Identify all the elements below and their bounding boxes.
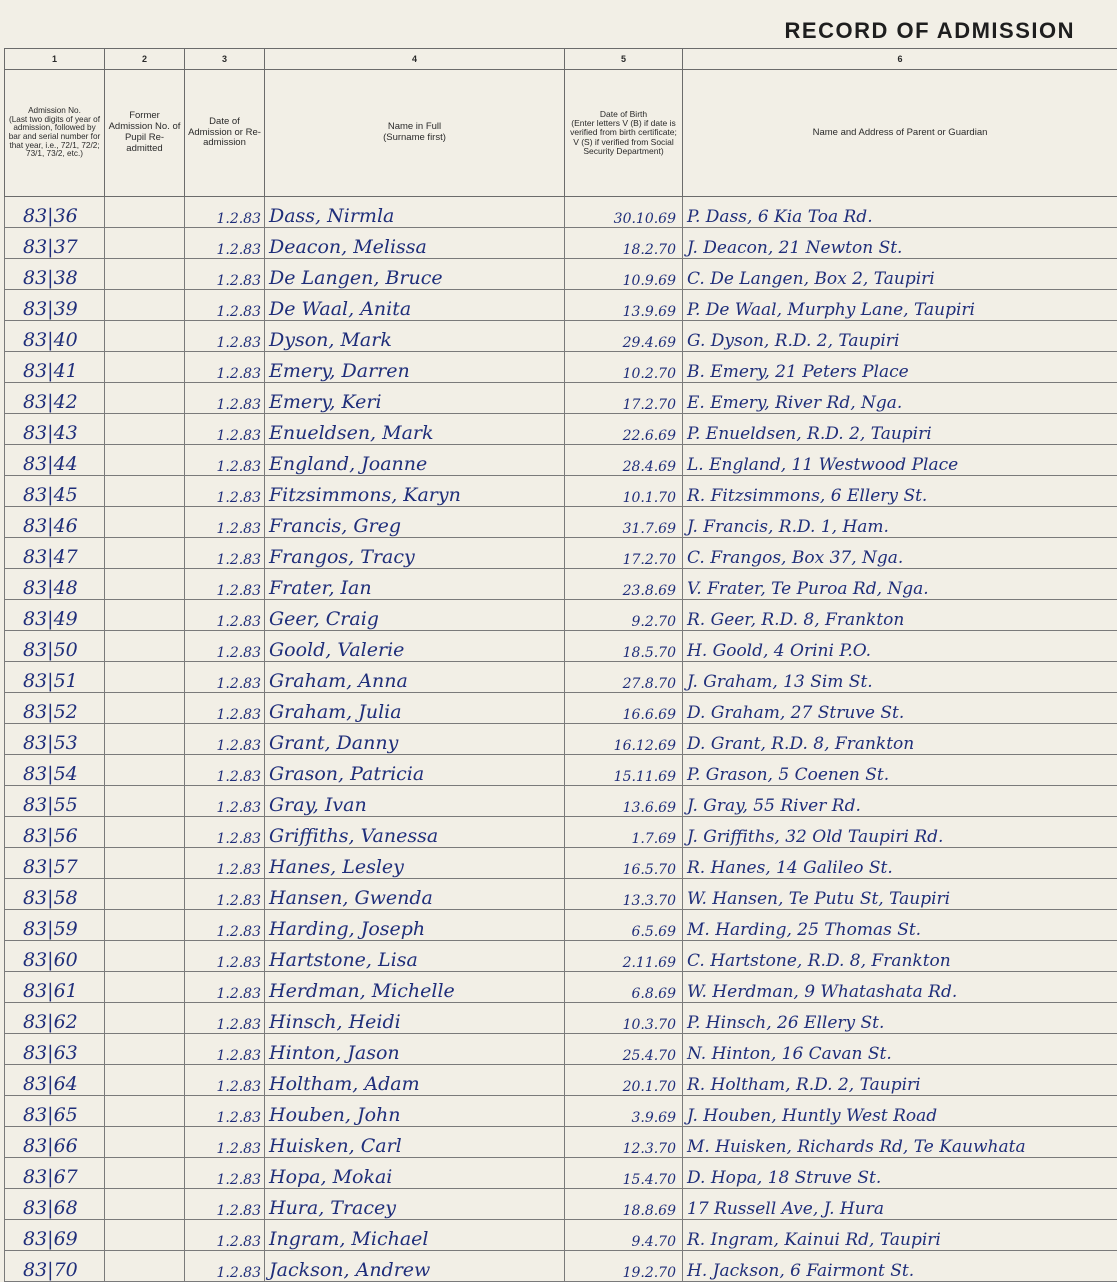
former-admission-number — [105, 662, 185, 693]
date-of-birth: 22.6.69 — [565, 414, 683, 445]
admission-number: 83|42 — [5, 383, 105, 414]
admission-date: 1.2.83 — [185, 1034, 265, 1065]
former-admission-number — [105, 569, 185, 600]
admission-number: 83|66 — [5, 1127, 105, 1158]
admission-date: 1.2.83 — [185, 352, 265, 383]
admission-date: 1.2.83 — [185, 445, 265, 476]
date-of-birth: 31.7.69 — [565, 507, 683, 538]
table-row — [5, 228, 1117, 259]
pupil-name: Hura, Tracey — [265, 1189, 565, 1220]
former-admission-number — [105, 1034, 185, 1065]
admission-number: 83|56 — [5, 817, 105, 848]
admission-number: 83|61 — [5, 972, 105, 1003]
admission-date: 1.2.83 — [185, 972, 265, 1003]
admission-date: 1.2.83 — [185, 1127, 265, 1158]
admission-date: 1.2.83 — [185, 321, 265, 352]
admission-date: 1.2.83 — [185, 1189, 265, 1220]
admission-number: 83|50 — [5, 631, 105, 662]
table-row — [5, 414, 1117, 445]
former-admission-number — [105, 414, 185, 445]
former-admission-number — [105, 724, 185, 755]
parent-guardian-address: W. Herdman, 9 Whatashata Rd. — [683, 972, 1117, 1003]
parent-guardian-address: E. Emery, River Rd, Nga. — [683, 383, 1117, 414]
pupil-name: Grason, Patricia — [265, 755, 565, 786]
pupil-name: Goold, Valerie — [265, 631, 565, 662]
date-of-birth: 13.3.70 — [565, 879, 683, 910]
date-of-birth: 23.8.69 — [565, 569, 683, 600]
admission-date: 1.2.83 — [185, 755, 265, 786]
parent-guardian-address: J. Griffiths, 32 Old Taupiri Rd. — [683, 817, 1117, 848]
former-admission-number — [105, 600, 185, 631]
former-admission-number — [105, 1127, 185, 1158]
admission-number: 83|37 — [5, 228, 105, 259]
parent-guardian-address: R. Holtham, R.D. 2, Taupiri — [683, 1065, 1117, 1096]
admission-number: 83|52 — [5, 693, 105, 724]
former-admission-number — [105, 290, 185, 321]
column-number: 6 — [683, 49, 1117, 70]
pupil-name: Hanes, Lesley — [265, 848, 565, 879]
admission-date: 1.2.83 — [185, 1003, 265, 1034]
pupil-name: Dass, Nirmla — [265, 197, 565, 228]
parent-guardian-address: B. Emery, 21 Peters Place — [683, 352, 1117, 383]
admission-number: 83|62 — [5, 1003, 105, 1034]
parent-guardian-address: P. Hinsch, 26 Ellery St. — [683, 1003, 1117, 1034]
date-of-birth: 15.11.69 — [565, 755, 683, 786]
admission-date: 1.2.83 — [185, 693, 265, 724]
date-of-birth: 30.10.69 — [565, 197, 683, 228]
parent-guardian-address: D. Hopa, 18 Struve St. — [683, 1158, 1117, 1189]
parent-guardian-address: H. Goold, 4 Orini P.O. — [683, 631, 1117, 662]
former-admission-number — [105, 1003, 185, 1034]
table-row — [5, 1127, 1117, 1158]
former-admission-number — [105, 1189, 185, 1220]
admission-date: 1.2.83 — [185, 1220, 265, 1251]
date-of-birth: 16.5.70 — [565, 848, 683, 879]
pupil-name: Emery, Darren — [265, 352, 565, 383]
parent-address-header: Name and Address of Parent or Guardian — [683, 70, 1117, 197]
parent-guardian-address: 17 Russell Ave, J. Hura — [683, 1189, 1117, 1220]
table-row — [5, 1065, 1117, 1096]
parent-guardian-address: P. De Waal, Murphy Lane, Taupiri — [683, 290, 1117, 321]
date-of-birth: 19.2.70 — [565, 1251, 683, 1282]
parent-guardian-address: R. Hanes, 14 Galileo St. — [683, 848, 1117, 879]
parent-guardian-address: G. Dyson, R.D. 2, Taupiri — [683, 321, 1117, 352]
admission-number: 83|69 — [5, 1220, 105, 1251]
date-of-birth: 16.6.69 — [565, 693, 683, 724]
date-of-birth: 2.11.69 — [565, 941, 683, 972]
date-of-birth: 25.4.70 — [565, 1034, 683, 1065]
admission-number: 83|58 — [5, 879, 105, 910]
pupil-name: De Langen, Bruce — [265, 259, 565, 290]
former-admission-number — [105, 1220, 185, 1251]
admission-number: 83|51 — [5, 662, 105, 693]
table-row — [5, 1251, 1117, 1282]
admission-number: 83|53 — [5, 724, 105, 755]
former-admission-number — [105, 786, 185, 817]
admission-number: 83|40 — [5, 321, 105, 352]
admission-date: 1.2.83 — [185, 817, 265, 848]
date-of-birth: 12.3.70 — [565, 1127, 683, 1158]
former-admission-number — [105, 259, 185, 290]
pupil-name: Hopa, Mokai — [265, 1158, 565, 1189]
admission-number: 83|55 — [5, 786, 105, 817]
parent-guardian-address: R. Geer, R.D. 8, Frankton — [683, 600, 1117, 631]
former-admission-number — [105, 879, 185, 910]
admission-date: 1.2.83 — [185, 724, 265, 755]
admission-date: 1.2.83 — [185, 197, 265, 228]
admission-number: 83|57 — [5, 848, 105, 879]
date-of-birth: 13.6.69 — [565, 786, 683, 817]
table-row — [5, 1158, 1117, 1189]
pupil-name: Harding, Joseph — [265, 910, 565, 941]
table-row — [5, 1034, 1117, 1065]
date-of-birth: 28.4.69 — [565, 445, 683, 476]
date-of-birth: 10.2.70 — [565, 352, 683, 383]
admission-date: 1.2.83 — [185, 910, 265, 941]
former-admission-number — [105, 507, 185, 538]
admission-number: 83|68 — [5, 1189, 105, 1220]
former-admission-number — [105, 693, 185, 724]
former-admission-number — [105, 1065, 185, 1096]
pupil-name: Houben, John — [265, 1096, 565, 1127]
pupil-name: Fitzsimmons, Karyn — [265, 476, 565, 507]
table-row — [5, 569, 1117, 600]
admission-date: 1.2.83 — [185, 476, 265, 507]
admission-date: 1.2.83 — [185, 941, 265, 972]
pupil-name: Jackson, Andrew — [265, 1251, 565, 1282]
table-row — [5, 786, 1117, 817]
admission-register-table — [4, 48, 1117, 1282]
former-admission-number — [105, 538, 185, 569]
date-of-birth: 18.2.70 — [565, 228, 683, 259]
date-of-birth: 3.9.69 — [565, 1096, 683, 1127]
admission-number: 83|41 — [5, 352, 105, 383]
pupil-name: Hinton, Jason — [265, 1034, 565, 1065]
admission-number: 83|67 — [5, 1158, 105, 1189]
table-row — [5, 259, 1117, 290]
parent-guardian-address: J. Graham, 13 Sim St. — [683, 662, 1117, 693]
table-row — [5, 352, 1117, 383]
table-row — [5, 476, 1117, 507]
former-admission-number — [105, 631, 185, 662]
pupil-name: Enueldsen, Mark — [265, 414, 565, 445]
former-admission-number — [105, 228, 185, 259]
pupil-name: Frater, Ian — [265, 569, 565, 600]
pupil-name: Emery, Keri — [265, 383, 565, 414]
table-row — [5, 724, 1117, 755]
date-of-birth: 16.12.69 — [565, 724, 683, 755]
parent-guardian-address: R. Ingram, Kainui Rd, Taupiri — [683, 1220, 1117, 1251]
parent-guardian-address: C. Hartstone, R.D. 8, Frankton — [683, 941, 1117, 972]
table-row — [5, 941, 1117, 972]
parent-guardian-address: P. Dass, 6 Kia Toa Rd. — [683, 197, 1117, 228]
table-row — [5, 197, 1117, 228]
former-admission-number — [105, 383, 185, 414]
date-of-birth: 9.2.70 — [565, 600, 683, 631]
table-row — [5, 538, 1117, 569]
admission-number: 83|46 — [5, 507, 105, 538]
admission-date: 1.2.83 — [185, 259, 265, 290]
parent-guardian-address: M. Huisken, Richards Rd, Te Kauwhata — [683, 1127, 1117, 1158]
table-row — [5, 507, 1117, 538]
date-of-birth: 17.2.70 — [565, 383, 683, 414]
pupil-name: Geer, Craig — [265, 600, 565, 631]
admission-number: 83|60 — [5, 941, 105, 972]
parent-guardian-address: J. Francis, R.D. 1, Ham. — [683, 507, 1117, 538]
admission-date: 1.2.83 — [185, 631, 265, 662]
name-in-full-header: Name in Full (Surname first) — [265, 70, 565, 197]
admission-date: 1.2.83 — [185, 538, 265, 569]
date-of-birth: 10.9.69 — [565, 259, 683, 290]
parent-guardian-address: D. Graham, 27 Struve St. — [683, 693, 1117, 724]
admission-date: 1.2.83 — [185, 507, 265, 538]
table-row — [5, 1003, 1117, 1034]
table-row — [5, 817, 1117, 848]
admission-date: 1.2.83 — [185, 383, 265, 414]
pupil-name: Graham, Anna — [265, 662, 565, 693]
pupil-name: Hansen, Gwenda — [265, 879, 565, 910]
admission-date: 1.2.83 — [185, 1096, 265, 1127]
date-of-birth: 18.8.69 — [565, 1189, 683, 1220]
admission-number: 83|70 — [5, 1251, 105, 1282]
column-number: 4 — [265, 49, 565, 70]
parent-guardian-address: J. Gray, 55 River Rd. — [683, 786, 1117, 817]
parent-guardian-address: C. De Langen, Box 2, Taupiri — [683, 259, 1117, 290]
admission-number: 83|49 — [5, 600, 105, 631]
date-of-birth: 10.3.70 — [565, 1003, 683, 1034]
former-admission-header: Former Admission No. of Pupil Re-admitted — [105, 70, 185, 197]
parent-guardian-address: H. Jackson, 6 Fairmont St. — [683, 1251, 1117, 1282]
register-header — [5, 49, 1117, 197]
admission-date: 1.2.83 — [185, 569, 265, 600]
register-body — [5, 197, 1117, 1282]
admission-number: 83|59 — [5, 910, 105, 941]
date-of-admission-header: Date of Admission or Re-admission — [185, 70, 265, 197]
former-admission-number — [105, 755, 185, 786]
table-row — [5, 1220, 1117, 1251]
admission-date: 1.2.83 — [185, 228, 265, 259]
date-of-birth-header: Date of Birth (Enter letters V (B) if date is verified from birth certificate; V (S) if verified from Social Security Department) — [565, 70, 683, 197]
table-row — [5, 290, 1117, 321]
former-admission-number — [105, 197, 185, 228]
pupil-name: Graham, Julia — [265, 693, 565, 724]
pupil-name: Frangos, Tracy — [265, 538, 565, 569]
admission-number: 83|63 — [5, 1034, 105, 1065]
parent-guardian-address: P. Grason, 5 Coenen St. — [683, 755, 1117, 786]
parent-guardian-address: V. Frater, Te Puroa Rd, Nga. — [683, 569, 1117, 600]
admission-number: 83|43 — [5, 414, 105, 445]
admission-date: 1.2.83 — [185, 290, 265, 321]
table-row — [5, 1096, 1117, 1127]
table-row — [5, 693, 1117, 724]
table-row — [5, 972, 1117, 1003]
parent-guardian-address: M. Harding, 25 Thomas St. — [683, 910, 1117, 941]
parent-guardian-address: W. Hansen, Te Putu St, Taupiri — [683, 879, 1117, 910]
admission-number: 83|54 — [5, 755, 105, 786]
date-of-birth: 9.4.70 — [565, 1220, 683, 1251]
parent-guardian-address: L. England, 11 Westwood Place — [683, 445, 1117, 476]
former-admission-number — [105, 1251, 185, 1282]
date-of-birth: 18.5.70 — [565, 631, 683, 662]
pupil-name: Hinsch, Heidi — [265, 1003, 565, 1034]
column-number: 2 — [105, 49, 185, 70]
parent-guardian-address: J. Houben, Huntly West Road — [683, 1096, 1117, 1127]
former-admission-number — [105, 1158, 185, 1189]
table-row — [5, 631, 1117, 662]
admission-date: 1.2.83 — [185, 600, 265, 631]
column-header-row — [5, 70, 1117, 197]
former-admission-number — [105, 321, 185, 352]
admission-number: 83|48 — [5, 569, 105, 600]
admission-date: 1.2.83 — [185, 662, 265, 693]
table-row — [5, 321, 1117, 352]
table-row — [5, 755, 1117, 786]
table-row — [5, 1189, 1117, 1220]
former-admission-number — [105, 972, 185, 1003]
admission-number: 83|47 — [5, 538, 105, 569]
pupil-name: Grant, Danny — [265, 724, 565, 755]
page-title: RECORD OF ADMISSION — [785, 18, 1075, 44]
admission-date: 1.2.83 — [185, 879, 265, 910]
admission-number: 83|39 — [5, 290, 105, 321]
admission-number: 83|45 — [5, 476, 105, 507]
parent-guardian-address: N. Hinton, 16 Cavan St. — [683, 1034, 1117, 1065]
admission-date: 1.2.83 — [185, 1158, 265, 1189]
pupil-name: Dyson, Mark — [265, 321, 565, 352]
date-of-birth: 29.4.69 — [565, 321, 683, 352]
parent-guardian-address: C. Frangos, Box 37, Nga. — [683, 538, 1117, 569]
pupil-name: Holtham, Adam — [265, 1065, 565, 1096]
parent-guardian-address: D. Grant, R.D. 8, Frankton — [683, 724, 1117, 755]
former-admission-number — [105, 476, 185, 507]
parent-guardian-address: J. Deacon, 21 Newton St. — [683, 228, 1117, 259]
column-number: 3 — [185, 49, 265, 70]
former-admission-number — [105, 445, 185, 476]
column-number-row — [5, 49, 1117, 70]
table-row — [5, 910, 1117, 941]
date-of-birth: 27.8.70 — [565, 662, 683, 693]
date-of-birth: 10.1.70 — [565, 476, 683, 507]
table-row — [5, 848, 1117, 879]
pupil-name: Griffiths, Vanessa — [265, 817, 565, 848]
pupil-name: Huisken, Carl — [265, 1127, 565, 1158]
pupil-name: Herdman, Michelle — [265, 972, 565, 1003]
former-admission-number — [105, 352, 185, 383]
pupil-name: Deacon, Melissa — [265, 228, 565, 259]
former-admission-number — [105, 941, 185, 972]
parent-guardian-address: R. Fitzsimmons, 6 Ellery St. — [683, 476, 1117, 507]
admission-date: 1.2.83 — [185, 414, 265, 445]
admission-number: 83|36 — [5, 197, 105, 228]
former-admission-number — [105, 1096, 185, 1127]
pupil-name: De Waal, Anita — [265, 290, 565, 321]
table-row — [5, 662, 1117, 693]
pupil-name: Ingram, Michael — [265, 1220, 565, 1251]
admission-date: 1.2.83 — [185, 1065, 265, 1096]
former-admission-number — [105, 848, 185, 879]
admission-date: 1.2.83 — [185, 786, 265, 817]
table-row — [5, 383, 1117, 414]
admission-date: 1.2.83 — [185, 1251, 265, 1282]
pupil-name: Hartstone, Lisa — [265, 941, 565, 972]
pupil-name: Francis, Greg — [265, 507, 565, 538]
column-number: 1 — [5, 49, 105, 70]
parent-guardian-address: P. Enueldsen, R.D. 2, Taupiri — [683, 414, 1117, 445]
former-admission-number — [105, 910, 185, 941]
date-of-birth: 6.8.69 — [565, 972, 683, 1003]
admission-number: 83|38 — [5, 259, 105, 290]
date-of-birth: 13.9.69 — [565, 290, 683, 321]
date-of-birth: 15.4.70 — [565, 1158, 683, 1189]
admission-number: 83|64 — [5, 1065, 105, 1096]
table-row — [5, 879, 1117, 910]
former-admission-number — [105, 817, 185, 848]
table-row — [5, 600, 1117, 631]
date-of-birth: 20.1.70 — [565, 1065, 683, 1096]
pupil-name: England, Joanne — [265, 445, 565, 476]
date-of-birth: 1.7.69 — [565, 817, 683, 848]
admission-no-header: Admission No. (Last two digits of year of admission, followed by bar and serial number for that year, i.e., 72/1, 72/2; 73/1, 73/2, etc.) — [5, 70, 105, 197]
pupil-name: Gray, Ivan — [265, 786, 565, 817]
date-of-birth: 6.5.69 — [565, 910, 683, 941]
table-row — [5, 445, 1117, 476]
admission-number: 83|65 — [5, 1096, 105, 1127]
admission-number: 83|44 — [5, 445, 105, 476]
admission-date: 1.2.83 — [185, 848, 265, 879]
date-of-birth: 17.2.70 — [565, 538, 683, 569]
column-number: 5 — [565, 49, 683, 70]
